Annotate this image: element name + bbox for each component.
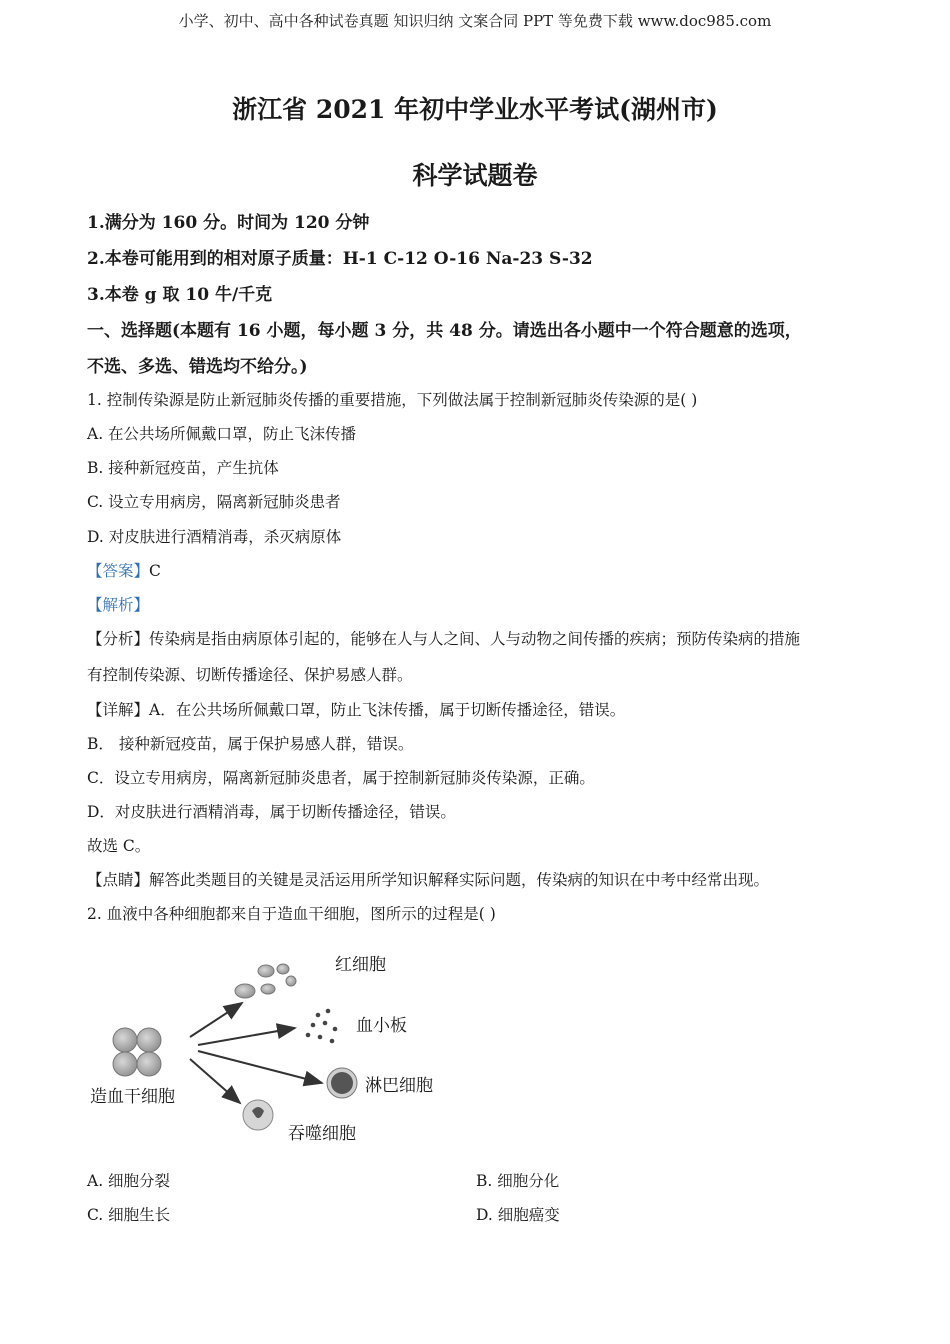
q1-detail-d: D．对皮肤进行酒精消毒，属于切断传播途径，错误。 bbox=[87, 803, 456, 821]
q2-stem: 2. 血液中各种细胞都来自于造血干细胞，图所示的过程是( ) bbox=[87, 905, 496, 923]
detail-a-text: A．在公共场所佩戴口罩，防止飞沫传播，属于切断传播途径，错误。 bbox=[149, 701, 626, 719]
note-3: 3.本卷 g 取 10 牛/千克 bbox=[87, 285, 273, 305]
q1-fenxi-line2: 有控制传染源、切断传播途径、保护易感人群。 bbox=[87, 666, 413, 684]
platelet-icon bbox=[306, 1009, 338, 1044]
section-heading-line1: 一、选择题(本题有 16 小题，每小题 3 分，共 48 分。请选出各小题中一个符合题意的选项， bbox=[87, 321, 802, 341]
red-blood-cell-icon bbox=[235, 964, 296, 998]
phagocyte-icon bbox=[243, 1100, 273, 1130]
q1-option-b: B. 接种新冠疫苗，产生抗体 bbox=[87, 459, 279, 477]
page-header: 小学、初中、高中各种试卷真题 知识归纳 文案合同 PPT 等免费下载 www.doc985.com bbox=[178, 12, 772, 30]
q1-detail-a bbox=[87, 698, 625, 720]
comment-tag: 【点睛】 bbox=[87, 871, 150, 889]
comment-text: 解答此类题目的关键是灵活运用所学知识解释实际问题，传染病的知识在中考中经常出现。 bbox=[149, 871, 770, 889]
q1-conclusion: 故选 C。 bbox=[87, 837, 151, 855]
exam-subtitle: 科学试题卷 bbox=[412, 161, 538, 190]
q1-option-a: A. 在公共场所佩戴口罩，防止飞沫传播 bbox=[87, 425, 357, 443]
q1-stem: 1. 控制传染源是防止新冠肺炎传播的重要措施，下列做法属于控制新冠肺炎传染源的是( ) bbox=[87, 391, 698, 409]
differentiation-arrows bbox=[190, 1003, 322, 1103]
q1-detail-b: B． 接种新冠疫苗，属于保护易感人群，错误。 bbox=[87, 735, 414, 753]
fenxi-tag: 【分析】 bbox=[87, 630, 150, 648]
q1-option-d: D. 对皮肤进行酒精消毒，杀灭病原体 bbox=[87, 528, 342, 546]
answer-tag: 【答案】 bbox=[87, 562, 150, 580]
stem-cell-differentiation-diagram bbox=[80, 945, 480, 1150]
platelet-label: 血小板 bbox=[356, 1016, 407, 1036]
lymphocyte-label: 淋巴细胞 bbox=[365, 1076, 433, 1096]
q1-answer bbox=[87, 559, 161, 581]
section-heading-line2: 不选、多选、错选均不给分。) bbox=[87, 357, 308, 377]
phagocyte-label: 吞噬细胞 bbox=[288, 1124, 356, 1144]
lymphocyte-icon bbox=[327, 1068, 357, 1098]
q2-option-d: D. 细胞癌变 bbox=[476, 1206, 560, 1224]
q1-detail-c: C．设立专用病房，隔离新冠肺炎患者，属于控制新冠肺炎传染源，正确。 bbox=[87, 769, 595, 787]
q2-option-b: B. 细胞分化 bbox=[476, 1172, 560, 1190]
detail-tag: 【详解】 bbox=[87, 701, 150, 719]
red-blood-cell-label: 红细胞 bbox=[335, 955, 386, 975]
stem-cell-label: 造血干细胞 bbox=[90, 1087, 175, 1107]
q2-option-c: C. 细胞生长 bbox=[87, 1206, 171, 1224]
stem-cell-icon bbox=[113, 1028, 161, 1076]
q1-comment bbox=[87, 868, 769, 890]
note-2: 2.本卷可能用到的相对原子质量：H-1 C-12 O-16 Na-23 S-32 bbox=[87, 249, 593, 269]
q2-option-a: A. 细胞分裂 bbox=[87, 1172, 171, 1190]
fenxi-text: 传染病是指由病原体引起的，能够在人与人之间、人与动物之间传播的疾病；预防传染病的措施 bbox=[149, 630, 801, 648]
note-1: 1.满分为 160 分。时间为 120 分钟 bbox=[87, 213, 370, 233]
exam-title: 浙江省 2021 年初中学业水平考试(湖州市) bbox=[232, 95, 718, 124]
q1-option-c: C. 设立专用病房，隔离新冠肺炎患者 bbox=[87, 493, 341, 511]
analysis-tag: 【解析】 bbox=[87, 596, 150, 614]
q1-fenxi-line1 bbox=[87, 627, 800, 649]
answer-value: C bbox=[149, 562, 161, 580]
